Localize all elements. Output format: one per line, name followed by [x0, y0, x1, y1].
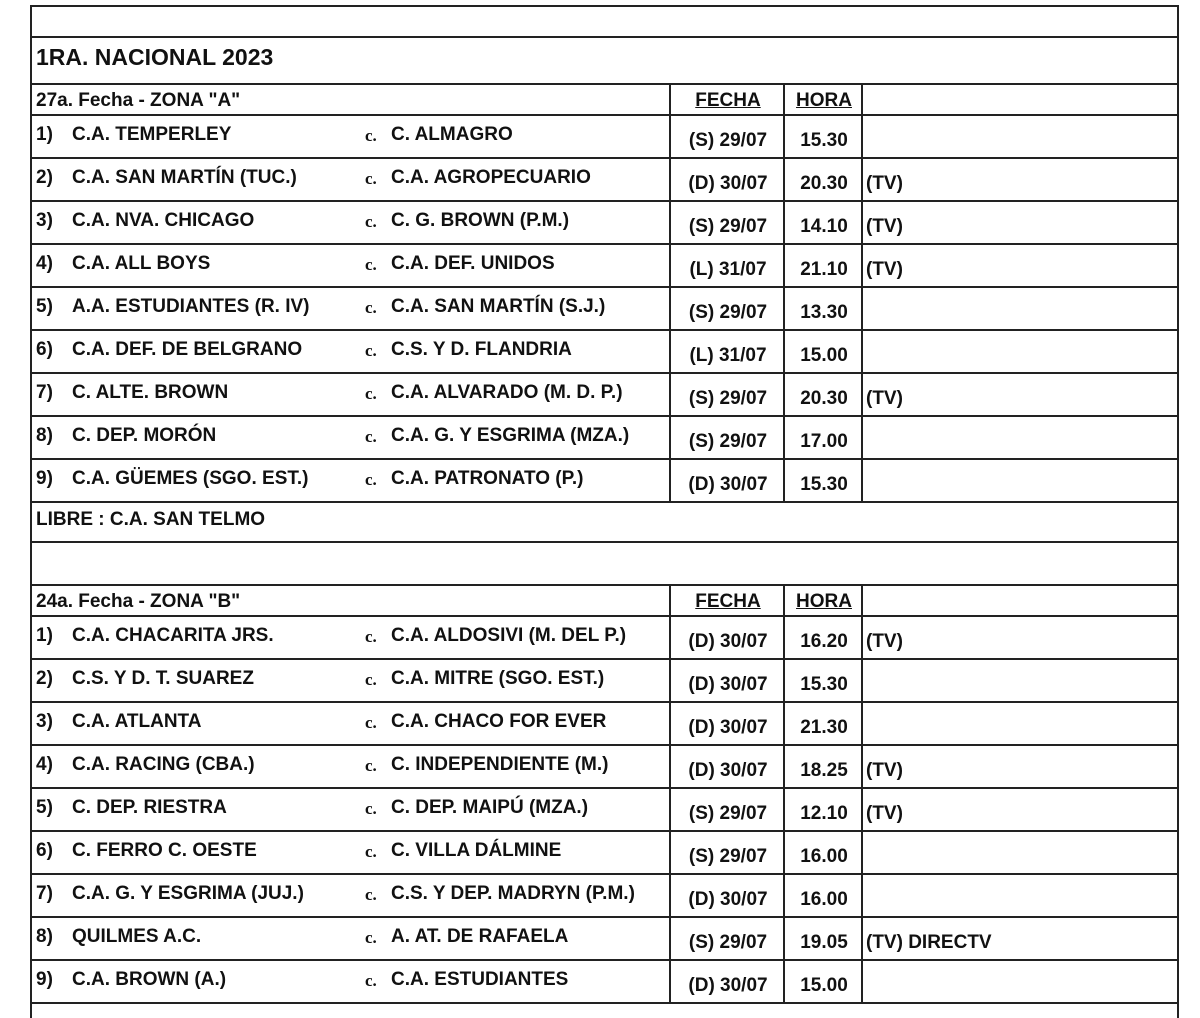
versus-mark: c. [365, 298, 377, 317]
match-number: 8) [36, 926, 53, 947]
table-row [32, 331, 1177, 374]
match-time: 15.00 [783, 331, 863, 372]
match-number: 9) [36, 969, 53, 990]
match-number: 5) [36, 296, 53, 317]
home-team: C. DEP. RIESTRA [72, 797, 227, 818]
match-number: 6) [36, 339, 53, 360]
versus-mark: c. [365, 627, 377, 646]
match-number: 9) [36, 468, 53, 489]
away-team: C.A. ALVARADO (M. D. P.) [391, 382, 623, 403]
zone-b-fecha-header: FECHA [669, 586, 785, 615]
table-row [32, 116, 1177, 159]
match-broadcast [861, 660, 1177, 701]
away-team: C.A. MITRE (SGO. EST.) [391, 668, 605, 689]
match-broadcast [861, 460, 1177, 501]
versus-mark: c. [365, 126, 377, 145]
table-row [32, 245, 1177, 288]
match-number: 5) [36, 797, 53, 818]
match-number: 3) [36, 210, 53, 231]
match-time: 16.00 [783, 875, 863, 916]
match-date: (S) 29/07 [669, 288, 785, 329]
match-time: 20.30 [783, 374, 863, 415]
match-number: 4) [36, 754, 53, 775]
match-date: (L) 31/07 [669, 245, 785, 286]
match-time: 17.00 [783, 417, 863, 458]
home-team: QUILMES A.C. [72, 926, 202, 947]
title-row [32, 38, 1177, 85]
versus-mark: c. [365, 427, 377, 446]
libre-row [32, 503, 1177, 543]
match-time: 21.30 [783, 703, 863, 744]
match-time: 13.30 [783, 288, 863, 329]
table-row [32, 746, 1177, 789]
match-time: 16.20 [783, 617, 863, 658]
home-team: C.A. GÜEMES (SGO. EST.) [72, 468, 309, 489]
home-team: C.A. ATLANTA [72, 711, 202, 732]
match-date: (L) 31/07 [669, 331, 785, 372]
away-team: C. INDEPENDIENTE (M.) [391, 754, 609, 775]
match-number: 3) [36, 711, 53, 732]
zone-a-label: 27a. Fecha - ZONA "A" [36, 90, 241, 111]
match-date: (D) 30/07 [669, 703, 785, 744]
match-broadcast [861, 875, 1177, 916]
versus-mark: c. [365, 799, 377, 818]
away-team: C. G. BROWN (P.M.) [391, 210, 570, 231]
match-time: 14.10 [783, 202, 863, 243]
zone-b-extra-header [861, 586, 1177, 615]
match-date: (D) 30/07 [669, 875, 785, 916]
match-time: 15.30 [783, 116, 863, 157]
home-team: C.A. RACING (CBA.) [72, 754, 255, 775]
match-broadcast [861, 832, 1177, 873]
home-team: C.A. SAN MARTÍN (TUC.) [72, 167, 297, 188]
match-time: 20.30 [783, 159, 863, 200]
versus-mark: c. [365, 842, 377, 861]
home-team: C.A. BROWN (A.) [72, 969, 227, 990]
away-team: C.A. DEF. UNIDOS [391, 253, 555, 274]
match-time: 18.25 [783, 746, 863, 787]
match-number: 2) [36, 167, 53, 188]
table-row [32, 288, 1177, 331]
home-team: C.A. TEMPERLEY [72, 124, 232, 145]
versus-mark: c. [365, 670, 377, 689]
zone-a-fecha-header: FECHA [669, 85, 785, 114]
table-row [32, 460, 1177, 503]
away-team: C.A. AGROPECUARIO [391, 167, 591, 188]
versus-mark: c. [365, 384, 377, 403]
match-broadcast [861, 961, 1177, 1002]
page-title: 1RA. NACIONAL 2023 [36, 44, 274, 70]
match-broadcast [861, 417, 1177, 458]
away-team: C.S. Y DEP. MADRYN (P.M.) [391, 883, 635, 904]
match-time: 15.30 [783, 660, 863, 701]
home-team: C. ALTE. BROWN [72, 382, 229, 403]
match-date: (D) 30/07 [669, 460, 785, 501]
match-date: (D) 30/07 [669, 159, 785, 200]
match-broadcast: (TV) [861, 789, 1177, 830]
match-number: 1) [36, 124, 53, 145]
table-row [32, 660, 1177, 703]
home-team: C.A. CHACARITA JRS. [72, 625, 274, 646]
away-team: C. VILLA DÁLMINE [391, 840, 562, 861]
match-time: 19.05 [783, 918, 863, 959]
versus-mark: c. [365, 928, 377, 947]
match-date: (D) 30/07 [669, 961, 785, 1002]
home-team: C.A. DEF. DE BELGRANO [72, 339, 303, 360]
away-team: C.A. G. Y ESGRIMA (MZA.) [391, 425, 630, 446]
blank-row-middle [32, 543, 1177, 586]
table-row [32, 617, 1177, 660]
versus-mark: c. [365, 255, 377, 274]
versus-mark: c. [365, 885, 377, 904]
table-row [32, 961, 1177, 1004]
match-date: (D) 30/07 [669, 617, 785, 658]
match-number: 7) [36, 382, 53, 403]
match-date: (S) 29/07 [669, 832, 785, 873]
table-row [32, 832, 1177, 875]
libre-team: LIBRE : C.A. SAN TELMO [36, 509, 266, 530]
match-broadcast: (TV) [861, 617, 1177, 658]
away-team: C.S. Y D. FLANDRIA [391, 339, 572, 360]
away-team: C.A. PATRONATO (P.) [391, 468, 584, 489]
match-broadcast: (TV) [861, 202, 1177, 243]
away-team: C. DEP. MAIPÚ (MZA.) [391, 797, 589, 818]
zone-a-extra-header [861, 85, 1177, 114]
match-broadcast: (TV) [861, 746, 1177, 787]
match-broadcast: (TV) DIRECTV [861, 918, 1177, 959]
match-number: 2) [36, 668, 53, 689]
match-time: 16.00 [783, 832, 863, 873]
versus-mark: c. [365, 341, 377, 360]
match-date: (S) 29/07 [669, 918, 785, 959]
home-team: C.A. NVA. CHICAGO [72, 210, 255, 231]
match-date: (D) 30/07 [669, 746, 785, 787]
zone-b-header-row [32, 586, 1177, 617]
away-team: C. ALMAGRO [391, 124, 513, 145]
match-time: 21.10 [783, 245, 863, 286]
versus-mark: c. [365, 756, 377, 775]
versus-mark: c. [365, 713, 377, 732]
match-broadcast [861, 331, 1177, 372]
table-row [32, 202, 1177, 245]
match-number: 8) [36, 425, 53, 446]
table-row [32, 789, 1177, 832]
table-row [32, 918, 1177, 961]
versus-mark: c. [365, 169, 377, 188]
match-number: 1) [36, 625, 53, 646]
match-date: (S) 29/07 [669, 374, 785, 415]
match-number: 4) [36, 253, 53, 274]
match-date: (S) 29/07 [669, 789, 785, 830]
table-row [32, 374, 1177, 417]
fixture-sheet [30, 5, 1179, 1018]
home-team: C. DEP. MORÓN [72, 425, 217, 446]
home-team: C.A. G. Y ESGRIMA (JUJ.) [72, 883, 304, 904]
home-team: C. FERRO C. OESTE [72, 840, 257, 861]
match-date: (S) 29/07 [669, 202, 785, 243]
match-time: 15.30 [783, 460, 863, 501]
match-number: 7) [36, 883, 53, 904]
match-broadcast: (TV) [861, 374, 1177, 415]
match-broadcast: (TV) [861, 159, 1177, 200]
table-row [32, 875, 1177, 918]
zone-a-header-row [32, 85, 1177, 116]
match-number: 6) [36, 840, 53, 861]
match-broadcast: (TV) [861, 245, 1177, 286]
match-time: 15.00 [783, 961, 863, 1002]
match-date: (S) 29/07 [669, 417, 785, 458]
away-team: C.A. SAN MARTÍN (S.J.) [391, 296, 606, 317]
match-broadcast [861, 116, 1177, 157]
match-date: (D) 30/07 [669, 660, 785, 701]
home-team: A.A. ESTUDIANTES (R. IV) [72, 296, 310, 317]
zone-b-label: 24a. Fecha - ZONA "B" [36, 591, 241, 612]
home-team: C.A. ALL BOYS [72, 253, 211, 274]
match-broadcast [861, 288, 1177, 329]
table-row [32, 417, 1177, 460]
match-time: 12.10 [783, 789, 863, 830]
away-team: A. AT. DE RAFAELA [391, 926, 569, 947]
blank-row-top [32, 7, 1177, 38]
away-team: C.A. ALDOSIVI (M. DEL P.) [391, 625, 627, 646]
match-broadcast [861, 703, 1177, 744]
away-team: C.A. ESTUDIANTES [391, 969, 569, 990]
table-row [32, 159, 1177, 202]
home-team: C.S. Y D. T. SUAREZ [72, 668, 254, 689]
versus-mark: c. [365, 470, 377, 489]
versus-mark: c. [365, 971, 377, 990]
zone-b-hora-header: HORA [783, 586, 863, 615]
table-row [32, 703, 1177, 746]
match-date: (S) 29/07 [669, 116, 785, 157]
away-team: C.A. CHACO FOR EVER [391, 711, 607, 732]
zone-a-hora-header: HORA [783, 85, 863, 114]
versus-mark: c. [365, 212, 377, 231]
